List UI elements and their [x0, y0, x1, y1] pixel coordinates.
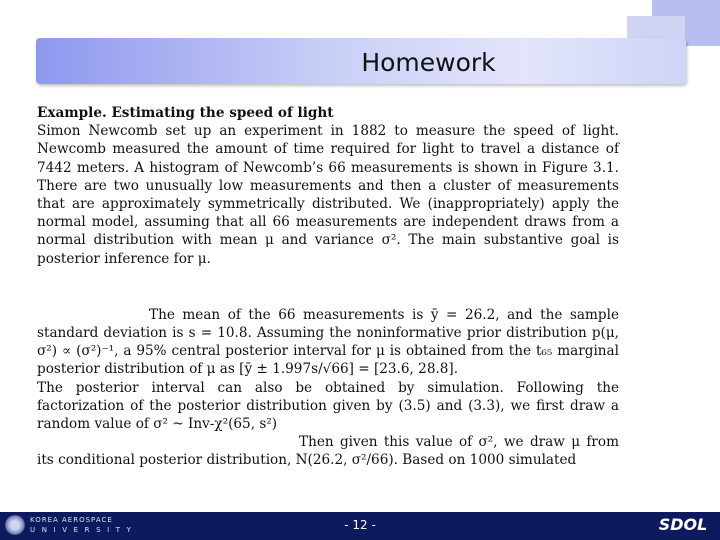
- slide-content: [37, 104, 619, 470]
- page-number: - 12 -: [344, 518, 376, 532]
- paragraph-4: Then given this value of σ², we draw μ from its conditional posterior distribution, N(26.2, σ²/66). Based on 1000 simulated: [37, 434, 619, 469]
- lab-logo: SDOL: [658, 515, 708, 534]
- paragraph-3: The posterior interval can also be obtained by simulation. Following the factorization of the posterior distribution given by (3.5) and (3.3), we first draw a random value of σ² ~ Inv-χ²(65, s²): [37, 379, 619, 433]
- slide-title: Homework: [361, 48, 496, 77]
- spacer: [37, 268, 619, 306]
- university-name-line1: KOREA AEROSPACE: [30, 516, 113, 524]
- example-heading: Example. Estimating the speed of light: [37, 105, 334, 121]
- paragraph-2: The mean of the 66 measurements is ȳ = 26.2, and the sample standard deviation is s = 10.8. Assuming the noninformative prior distribution p(μ, σ²) ∝ (σ²)⁻¹, a 95% central posterior interval for μ is obtained from the t₆₅ marginal posterior distribution of μ as [ȳ ± 1.997s/√66] = [23.6, 28.8].: [37, 306, 619, 378]
- university-name-line2: UNIVERSITY: [30, 526, 138, 534]
- paragraph-1: Simon Newcomb set up an experiment in 1882 to measure the speed of light. Newcomb measured the amount of time required for light to travel a distance of 7442 meters. A histogram of Newcomb’s 66 measurements is shown in Figure 3.1. There are two unusually low measurements and then a cluster of measurements that are approximately symmetrically distributed. We (inappropriately) apply the normal model, assuming that all 66 measurements are independent draws from a normal distribution with mean μ and variance σ². The main substantive goal is posterior inference for μ.: [37, 123, 619, 267]
